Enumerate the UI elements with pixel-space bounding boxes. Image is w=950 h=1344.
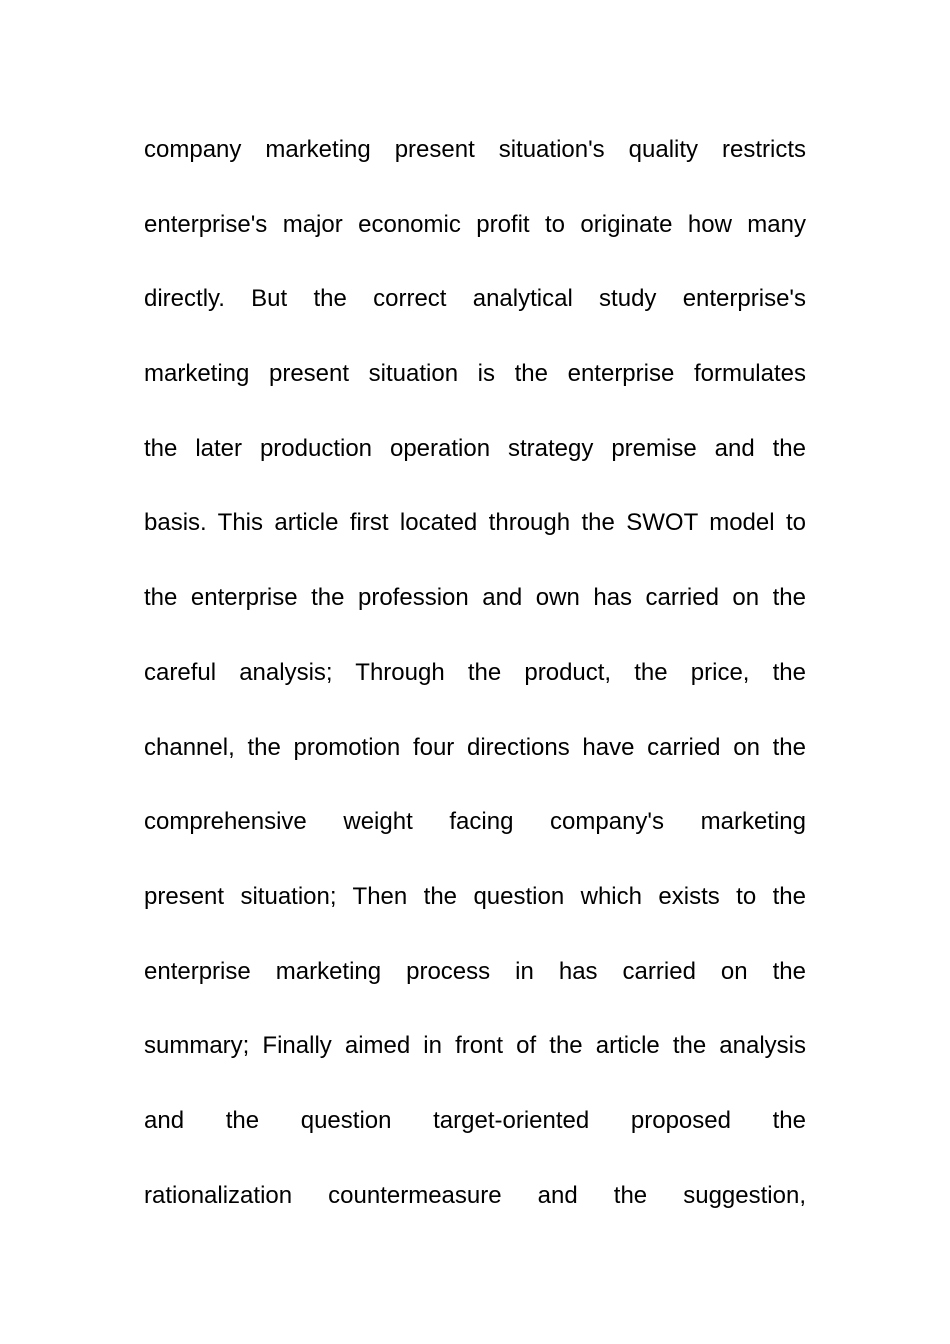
text-line-14: and the question target-oriented proposed the (144, 1106, 806, 1134)
text-line-2: enterprise's major economic profit to originate how many (144, 210, 806, 238)
text-line-5: the later production operation strategy premise and the (144, 434, 806, 462)
text-line-9: channel, the promotion four directions have carried on the (144, 733, 806, 761)
body-paragraph (144, 131, 806, 1251)
text-line-12: enterprise marketing process in has carried on the (144, 957, 806, 985)
text-line-10: comprehensive weight facing company's marketing (144, 808, 806, 836)
text-line-1: company marketing present situation's quality restricts (144, 136, 806, 163)
text-line-3: directly. But the correct analytical study enterprise's (144, 285, 806, 313)
text-line-13: summary; Finally aimed in front of the article the analysis (144, 1032, 806, 1060)
text-line-15: rationalization countermeasure and the suggestion, (144, 1181, 806, 1209)
text-line-6: basis. This article first located through the SWOT model to (144, 509, 806, 537)
text-line-7: the enterprise the profession and own has carried on the (144, 584, 806, 612)
text-line-8: careful analysis; Through the product, the price, the (144, 658, 806, 686)
text-line-11: present situation; Then the question which exists to the (144, 882, 806, 910)
text-line-4: marketing present situation is the enterprise formulates (144, 360, 806, 388)
